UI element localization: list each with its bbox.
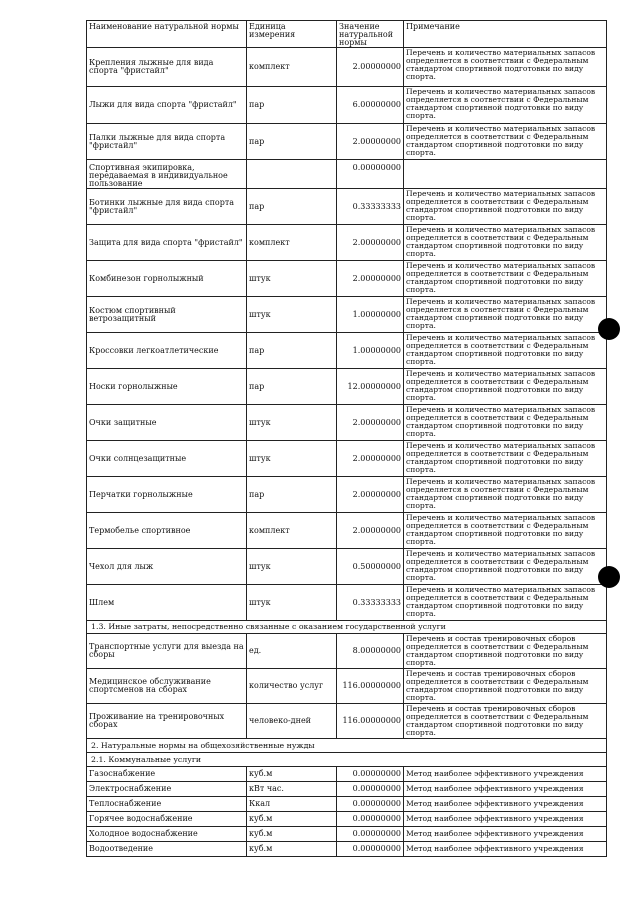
row-name: Защита для вида спорта "фристайл": [87, 225, 247, 261]
row-value: 1.00000000: [337, 333, 404, 369]
table-row: [87, 842, 607, 857]
header-name: Наименование натуральной нормы: [87, 21, 247, 48]
row-unit: кВт час.: [247, 782, 337, 797]
row-value: 0.00000000: [337, 827, 404, 842]
table-row: [87, 160, 607, 189]
row-note: Перечень и количество материальных запасов определяется в соответствии с Федеральным стандартом спортивной подготовки по виду спорта.: [404, 477, 607, 513]
row-value: 2.00000000: [337, 261, 404, 297]
row-name: Термобелье спортивное: [87, 513, 247, 549]
row-unit: куб.м: [247, 827, 337, 842]
table-row: [87, 87, 607, 124]
row-name: Очки защитные: [87, 405, 247, 441]
row-note: Метод наиболее эффективного учреждения: [404, 782, 607, 797]
row-unit: штук: [247, 441, 337, 477]
row-value: 2.00000000: [337, 513, 404, 549]
row-unit: комплект: [247, 48, 337, 87]
row-value: 2.00000000: [337, 405, 404, 441]
table-row: [87, 297, 607, 333]
table-row: [87, 827, 607, 842]
row-unit: пар: [247, 87, 337, 124]
row-name: Носки горнолыжные: [87, 369, 247, 405]
row-name: Водоотведение: [87, 842, 247, 857]
row-value: 2.00000000: [337, 477, 404, 513]
table-row: [87, 261, 607, 297]
row-unit: куб.м: [247, 842, 337, 857]
row-unit: куб.м: [247, 812, 337, 827]
row-value: 116.00000000: [337, 669, 404, 704]
row-unit: пар: [247, 189, 337, 225]
row-name: Транспортные услуги для выезда на сборы: [87, 634, 247, 669]
row-value: 0.00000000: [337, 812, 404, 827]
table-row: [87, 405, 607, 441]
header-note: Примечание: [404, 21, 607, 48]
row-note: Перечень и количество материальных запасов определяется в соответствии с Федеральным стандартом спортивной подготовки по виду спорта.: [404, 189, 607, 225]
row-note: Метод наиболее эффективного учреждения: [404, 767, 607, 782]
row-unit: штук: [247, 297, 337, 333]
row-value: 2.00000000: [337, 225, 404, 261]
table-row: [87, 441, 607, 477]
row-note: Перечень и количество материальных запасов определяется в соответствии с Федеральным стандартом спортивной подготовки по виду спорта.: [404, 124, 607, 160]
row-note: Перечень и количество материальных запасов определяется в соответствии с Федеральным стандартом спортивной подготовки по виду спорта.: [404, 333, 607, 369]
row-note: Перечень и количество материальных запасов определяется в соответствии с Федеральным стандартом спортивной подготовки по виду спорта.: [404, 261, 607, 297]
row-name: Чехол для лыж: [87, 549, 247, 585]
row-note: Перечень и количество материальных запасов определяется в соответствии с Федеральным стандартом спортивной подготовки по виду спорта.: [404, 225, 607, 261]
row-name: Палки лыжные для вида спорта "фристайл": [87, 124, 247, 160]
row-note: Перечень и количество материальных запасов определяется в соответствии с Федеральным стандартом спортивной подготовки по виду спорта.: [404, 585, 607, 621]
row-note: [404, 160, 607, 189]
row-note: Перечень и количество материальных запасов определяется в соответствии с Федеральным стандартом спортивной подготовки по виду спорта.: [404, 405, 607, 441]
row-unit: человеко-дней: [247, 704, 337, 739]
section-2-title: 2. Натуральные нормы на общехозяйственные нужды: [87, 739, 607, 753]
row-unit: комплект: [247, 225, 337, 261]
row-note: Метод наиболее эффективного учреждения: [404, 827, 607, 842]
row-name: Ботинки лыжные для вида спорта "фристайл": [87, 189, 247, 225]
row-name: Очки солнцезащитные: [87, 441, 247, 477]
row-unit: штук: [247, 585, 337, 621]
scan-hole-mark: [598, 566, 620, 588]
row-note: Перечень и состав тренировочных сборов определяется в соответствии с Федеральным стандартом спортивной подготовки по виду спорта.: [404, 634, 607, 669]
row-value: 12.00000000: [337, 369, 404, 405]
row-note: Перечень и количество материальных запасов определяется в соответствии с Федеральным стандартом спортивной подготовки по виду спорта.: [404, 48, 607, 87]
row-value: 0.00000000: [337, 782, 404, 797]
table-row: [87, 812, 607, 827]
row-name: Теплоснабжение: [87, 797, 247, 812]
row-name: Кроссовки легкоатлетические: [87, 333, 247, 369]
row-name: Проживание на тренировочных сборах: [87, 704, 247, 739]
row-unit: штук: [247, 405, 337, 441]
row-value: 116.00000000: [337, 704, 404, 739]
row-note: Перечень и количество материальных запасов определяется в соответствии с Федеральным стандартом спортивной подготовки по виду спорта.: [404, 87, 607, 124]
row-name: Спортивная экипировка, передаваемая в индивидуальное пользование: [87, 160, 247, 189]
table-row: [87, 767, 607, 782]
section-row: [87, 621, 607, 634]
row-note: Перечень и количество материальных запасов определяется в соответствии с Федеральным стандартом спортивной подготовки по виду спорта.: [404, 297, 607, 333]
row-unit: куб.м: [247, 767, 337, 782]
row-value: 0.00000000: [337, 767, 404, 782]
table-row: [87, 189, 607, 225]
table-row: [87, 782, 607, 797]
table-row: [87, 549, 607, 585]
row-value: 0.33333333: [337, 585, 404, 621]
row-unit: штук: [247, 549, 337, 585]
row-unit: Ккал: [247, 797, 337, 812]
row-value: 0.00000000: [337, 842, 404, 857]
scan-hole-mark: [598, 318, 620, 340]
table-row: [87, 669, 607, 704]
row-unit: штук: [247, 261, 337, 297]
row-unit: ед.: [247, 634, 337, 669]
row-value: 1.00000000: [337, 297, 404, 333]
row-value: 0.50000000: [337, 549, 404, 585]
row-value: 6.00000000: [337, 87, 404, 124]
row-unit: пар: [247, 333, 337, 369]
row-name: Крепления лыжные для вида спорта "фристайл": [87, 48, 247, 87]
row-value: 2.00000000: [337, 124, 404, 160]
norms-table: [86, 20, 607, 857]
table-row: [87, 513, 607, 549]
table-row: [87, 477, 607, 513]
row-note: Перечень и количество материальных запасов определяется в соответствии с Федеральным стандартом спортивной подготовки по виду спорта.: [404, 549, 607, 585]
row-value: 2.00000000: [337, 441, 404, 477]
row-value: 0.33333333: [337, 189, 404, 225]
table-row: [87, 704, 607, 739]
row-name: Медицинское обслуживание спортсменов на сборах: [87, 669, 247, 704]
row-value: 0.00000000: [337, 797, 404, 812]
table-row: [87, 225, 607, 261]
row-note: Метод наиболее эффективного учреждения: [404, 797, 607, 812]
row-note: Перечень и количество материальных запасов определяется в соответствии с Федеральным стандартом спортивной подготовки по виду спорта.: [404, 441, 607, 477]
table-row: [87, 369, 607, 405]
table-header-row: [87, 21, 607, 48]
row-unit: пар: [247, 477, 337, 513]
table-row: [87, 333, 607, 369]
table-row: [87, 48, 607, 87]
row-value: 0.00000000: [337, 160, 404, 189]
row-unit: [247, 160, 337, 189]
section-2-1-title: 2.1. Коммунальные услуги: [87, 753, 607, 767]
section-row: [87, 753, 607, 767]
row-name: Холодное водоснабжение: [87, 827, 247, 842]
table-row: [87, 124, 607, 160]
row-name: Перчатки горнолыжные: [87, 477, 247, 513]
row-note: Перечень и количество материальных запасов определяется в соответствии с Федеральным стандартом спортивной подготовки по виду спорта.: [404, 513, 607, 549]
section-row: [87, 739, 607, 753]
row-note: Метод наиболее эффективного учреждения: [404, 812, 607, 827]
row-unit: количество услуг: [247, 669, 337, 704]
table-row: [87, 585, 607, 621]
row-note: Перечень и состав тренировочных сборов определяется в соответствии с Федеральным стандартом спортивной подготовки по виду спорта.: [404, 669, 607, 704]
row-unit: комплект: [247, 513, 337, 549]
row-name: Комбинезон горнолыжный: [87, 261, 247, 297]
row-name: Горячее водоснабжение: [87, 812, 247, 827]
row-value: 2.00000000: [337, 48, 404, 87]
row-note: Перечень и состав тренировочных сборов определяется в соответствии с Федеральным стандартом спортивной подготовки по виду спорта.: [404, 704, 607, 739]
table-row: [87, 634, 607, 669]
row-name: Газоснабжение: [87, 767, 247, 782]
row-name: Шлем: [87, 585, 247, 621]
row-value: 8.00000000: [337, 634, 404, 669]
section-1-3-title: 1.3. Иные затраты, непосредственно связанные с оказанием государственной услуги: [87, 621, 607, 634]
row-name: Лыжи для вида спорта "фристайл": [87, 87, 247, 124]
table-row: [87, 797, 607, 812]
header-unit: Единица измерения: [247, 21, 337, 48]
row-unit: пар: [247, 124, 337, 160]
row-name: Костюм спортивный ветрозащитный: [87, 297, 247, 333]
row-note: Метод наиболее эффективного учреждения: [404, 842, 607, 857]
row-note: Перечень и количество материальных запасов определяется в соответствии с Федеральным стандартом спортивной подготовки по виду спорта.: [404, 369, 607, 405]
header-value: Значение натуральной нормы: [337, 21, 404, 48]
row-name: Электроснабжение: [87, 782, 247, 797]
row-unit: пар: [247, 369, 337, 405]
